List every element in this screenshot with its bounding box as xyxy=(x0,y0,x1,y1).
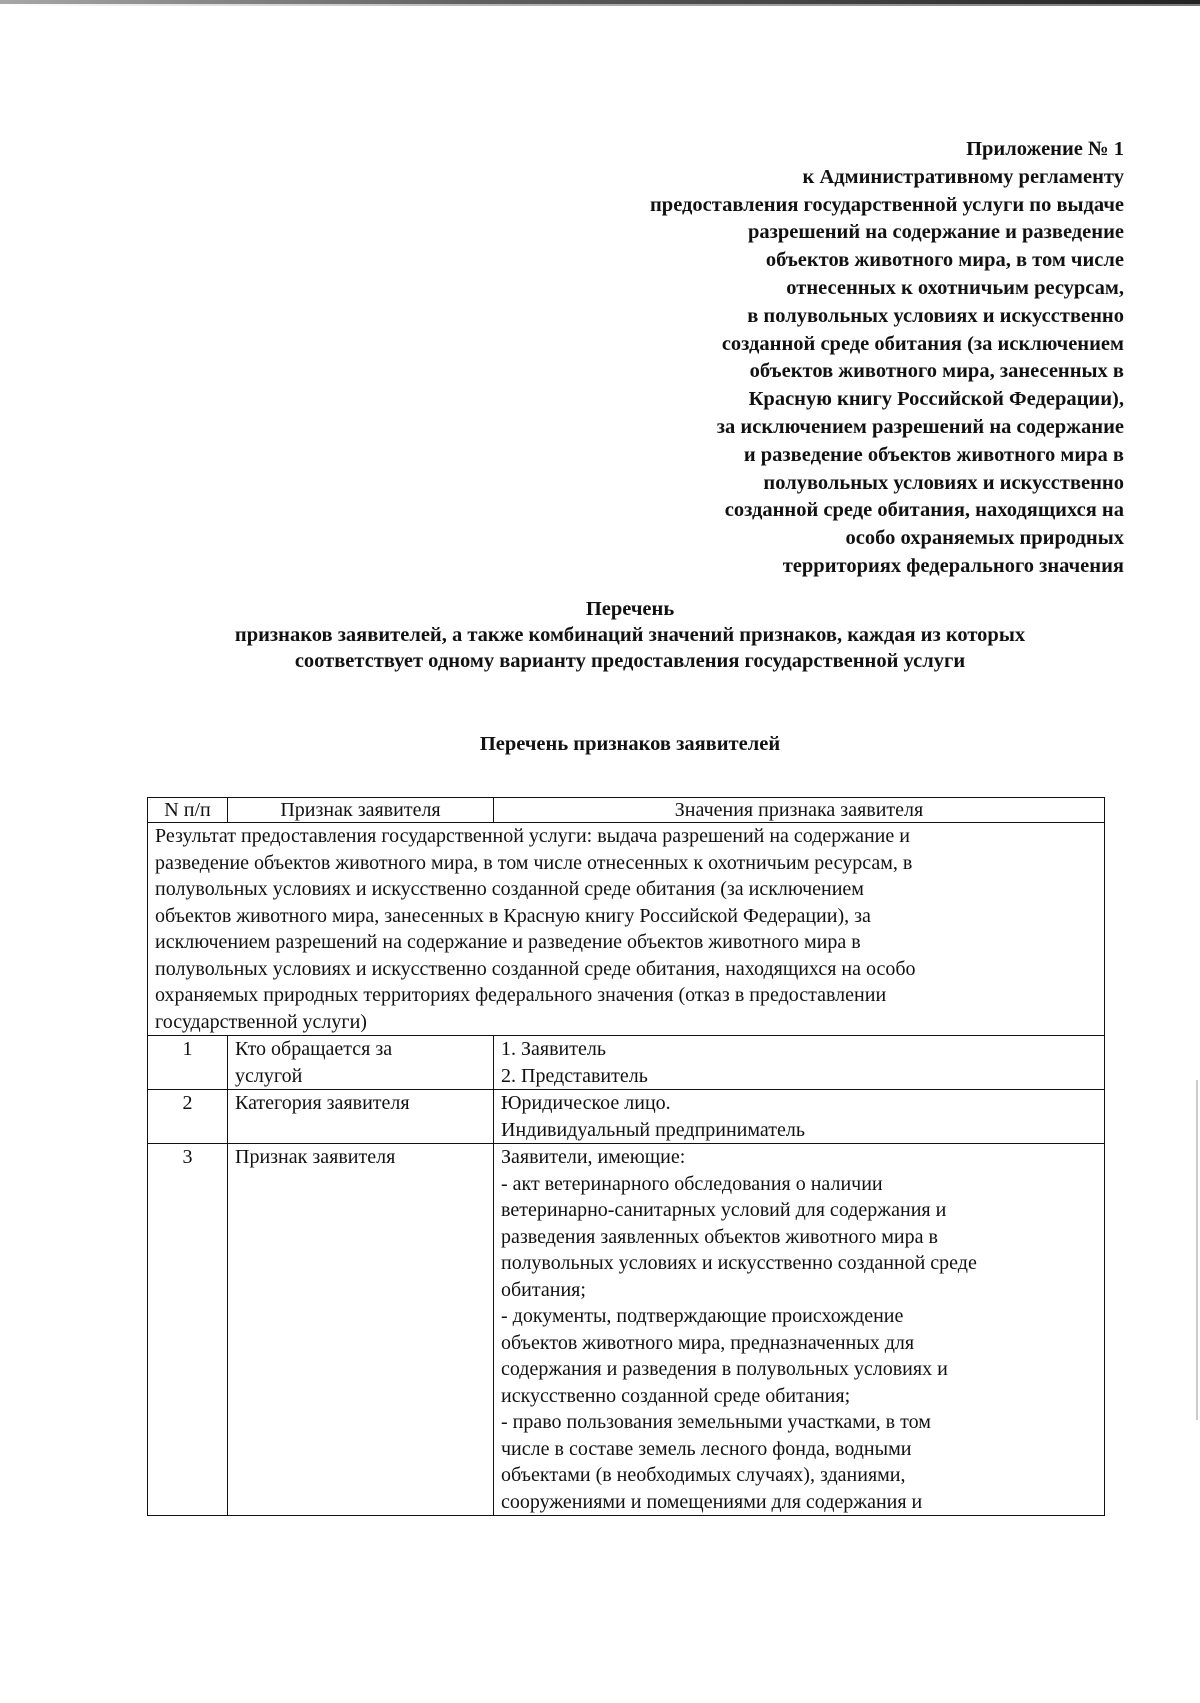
row-attribute xyxy=(228,1144,494,1516)
row-attribute xyxy=(228,1090,494,1144)
row-value-line: содержания и разведения в полувольных условиях и xyxy=(501,1358,948,1380)
row-value-line: обитания; xyxy=(501,1278,586,1301)
table-row xyxy=(148,1036,1105,1090)
row-values xyxy=(494,1144,1105,1516)
row-num: 2 xyxy=(148,1090,228,1144)
appendix-header-line: объектов животного мира, в том числе xyxy=(765,249,1124,272)
result-line: исключением разрешений на содержание и разведение объектов животного мира в xyxy=(155,931,861,953)
header-values: Значения признака заявителя xyxy=(494,798,1105,823)
row-num: 3 xyxy=(148,1144,228,1516)
table-row xyxy=(148,1090,1105,1144)
appendix-header-line: полувольных условиях и искусственно xyxy=(763,471,1124,494)
row-value-line: 1. Заявитель xyxy=(501,1038,606,1060)
document-title-line: Перечень xyxy=(585,598,675,620)
row-value-line: разведения заявленных объектов животного мира в xyxy=(501,1225,938,1248)
result-line: разведение объектов животного мира, в том числе отнесенных к охотничьим ресурсам, в xyxy=(155,851,913,874)
result-line: государственной услуги) xyxy=(155,1010,367,1033)
row-value-line: числе в составе земель лесного фонда, водными xyxy=(501,1437,912,1460)
appendix-header-line: отнесенных к охотничьим ресурсам, xyxy=(786,276,1124,299)
appendix-header-line: предоставления государственной услуги по выдаче xyxy=(649,193,1124,216)
table-header-row xyxy=(148,798,1105,823)
row-values xyxy=(494,1036,1105,1090)
result-line: полувольных условиях и искусственно созданной среде обитания (за исключением xyxy=(155,878,864,900)
row-value-line: Юридическое лицо. xyxy=(501,1092,671,1114)
appendix-header-line: Приложение № 1 xyxy=(966,138,1124,160)
appendix-header-line: объектов животного мира, занесенных в xyxy=(749,360,1124,383)
appendix-header-line: и разведение объектов животного мира в xyxy=(743,443,1124,466)
row-values xyxy=(494,1090,1105,1144)
appendix-header-line: созданной среде обитания, находящихся на xyxy=(724,499,1124,522)
row-attribute-line: Кто обращается за xyxy=(235,1038,393,1060)
row-value-line: - право пользования земельными участками, в том xyxy=(501,1411,931,1433)
row-value-line: сооружениями и помещениями для содержания и xyxy=(501,1490,923,1513)
result-line: Результат предоставления государственной услуги: выдача разрешений на содержание и xyxy=(155,825,910,847)
row-value-line: - документы, подтверждающие происхождение xyxy=(501,1305,904,1327)
table-row xyxy=(148,1144,1105,1516)
document-title-line: соответствует одному варианту предоставления государственной услуги xyxy=(294,650,966,672)
appendix-header-line: Красную книгу Российской Федерации), xyxy=(748,388,1124,411)
appendix-header-line: разрешений на содержание и разведение xyxy=(747,221,1124,244)
row-value-line: Заявители, имеющие: xyxy=(501,1146,686,1168)
appendix-header xyxy=(504,136,1124,581)
scan-edge-right xyxy=(1196,1080,1198,1420)
row-attribute-line: услугой xyxy=(235,1064,303,1087)
section-title: Перечень признаков заявителей xyxy=(479,733,781,755)
appendix-header-line: к Административному регламенту xyxy=(802,165,1124,188)
result-line: объектов животного мира, занесенных в Красную книгу Российской Федерации), за xyxy=(155,904,871,927)
document-title xyxy=(140,596,1120,674)
header-attribute: Признак заявителя xyxy=(228,798,494,823)
row-attribute xyxy=(228,1036,494,1090)
appendix-header-line: за исключением разрешений на содержание xyxy=(716,415,1124,438)
row-value-line: 2. Представитель xyxy=(501,1064,648,1087)
row-value-line: искусственно созданной среде обитания; xyxy=(501,1384,851,1407)
appendix-header-line: особо охраняемых природных xyxy=(845,527,1124,550)
row-attribute-line: Признак заявителя xyxy=(235,1146,396,1168)
result-row xyxy=(148,823,1105,1036)
row-value-line: ветеринарно-санитарных условий для содержания и xyxy=(501,1199,947,1221)
header-num: N п/п xyxy=(148,798,228,823)
row-attribute-line: Категория заявителя xyxy=(235,1092,410,1114)
appendix-header-line: в полувольных условиях и искусственно xyxy=(747,304,1124,327)
result-line: полувольных условиях и искусственно созданной среде обитания, находящихся на особо xyxy=(155,957,916,980)
applicant-attributes-table xyxy=(147,797,1105,1516)
row-value-line: полувольных условиях и искусственно созданной среде xyxy=(501,1252,977,1274)
appendix-header-line: созданной среде обитания (за исключением xyxy=(721,332,1124,355)
row-value-line: объектов животного мира, предназначенных для xyxy=(501,1331,915,1354)
result-line: охраняемых природных территориях федерального значения (отказ в предоставлении xyxy=(155,984,887,1006)
row-value-line: - акт ветеринарного обследования о наличии xyxy=(501,1172,883,1195)
scan-edge-shadow xyxy=(0,0,1200,6)
appendix-header-line: территориях федерального значения xyxy=(782,554,1124,577)
document-title-line: признаков заявителей, а также комбинаций значений признаков, каждая из которых xyxy=(234,624,1026,646)
result-cell xyxy=(148,823,1105,1036)
row-value-line: Индивидуальный предприниматель xyxy=(501,1118,805,1141)
row-num: 1 xyxy=(148,1036,228,1090)
row-value-line: объектами (в необходимых случаях), зданиями, xyxy=(501,1464,906,1486)
